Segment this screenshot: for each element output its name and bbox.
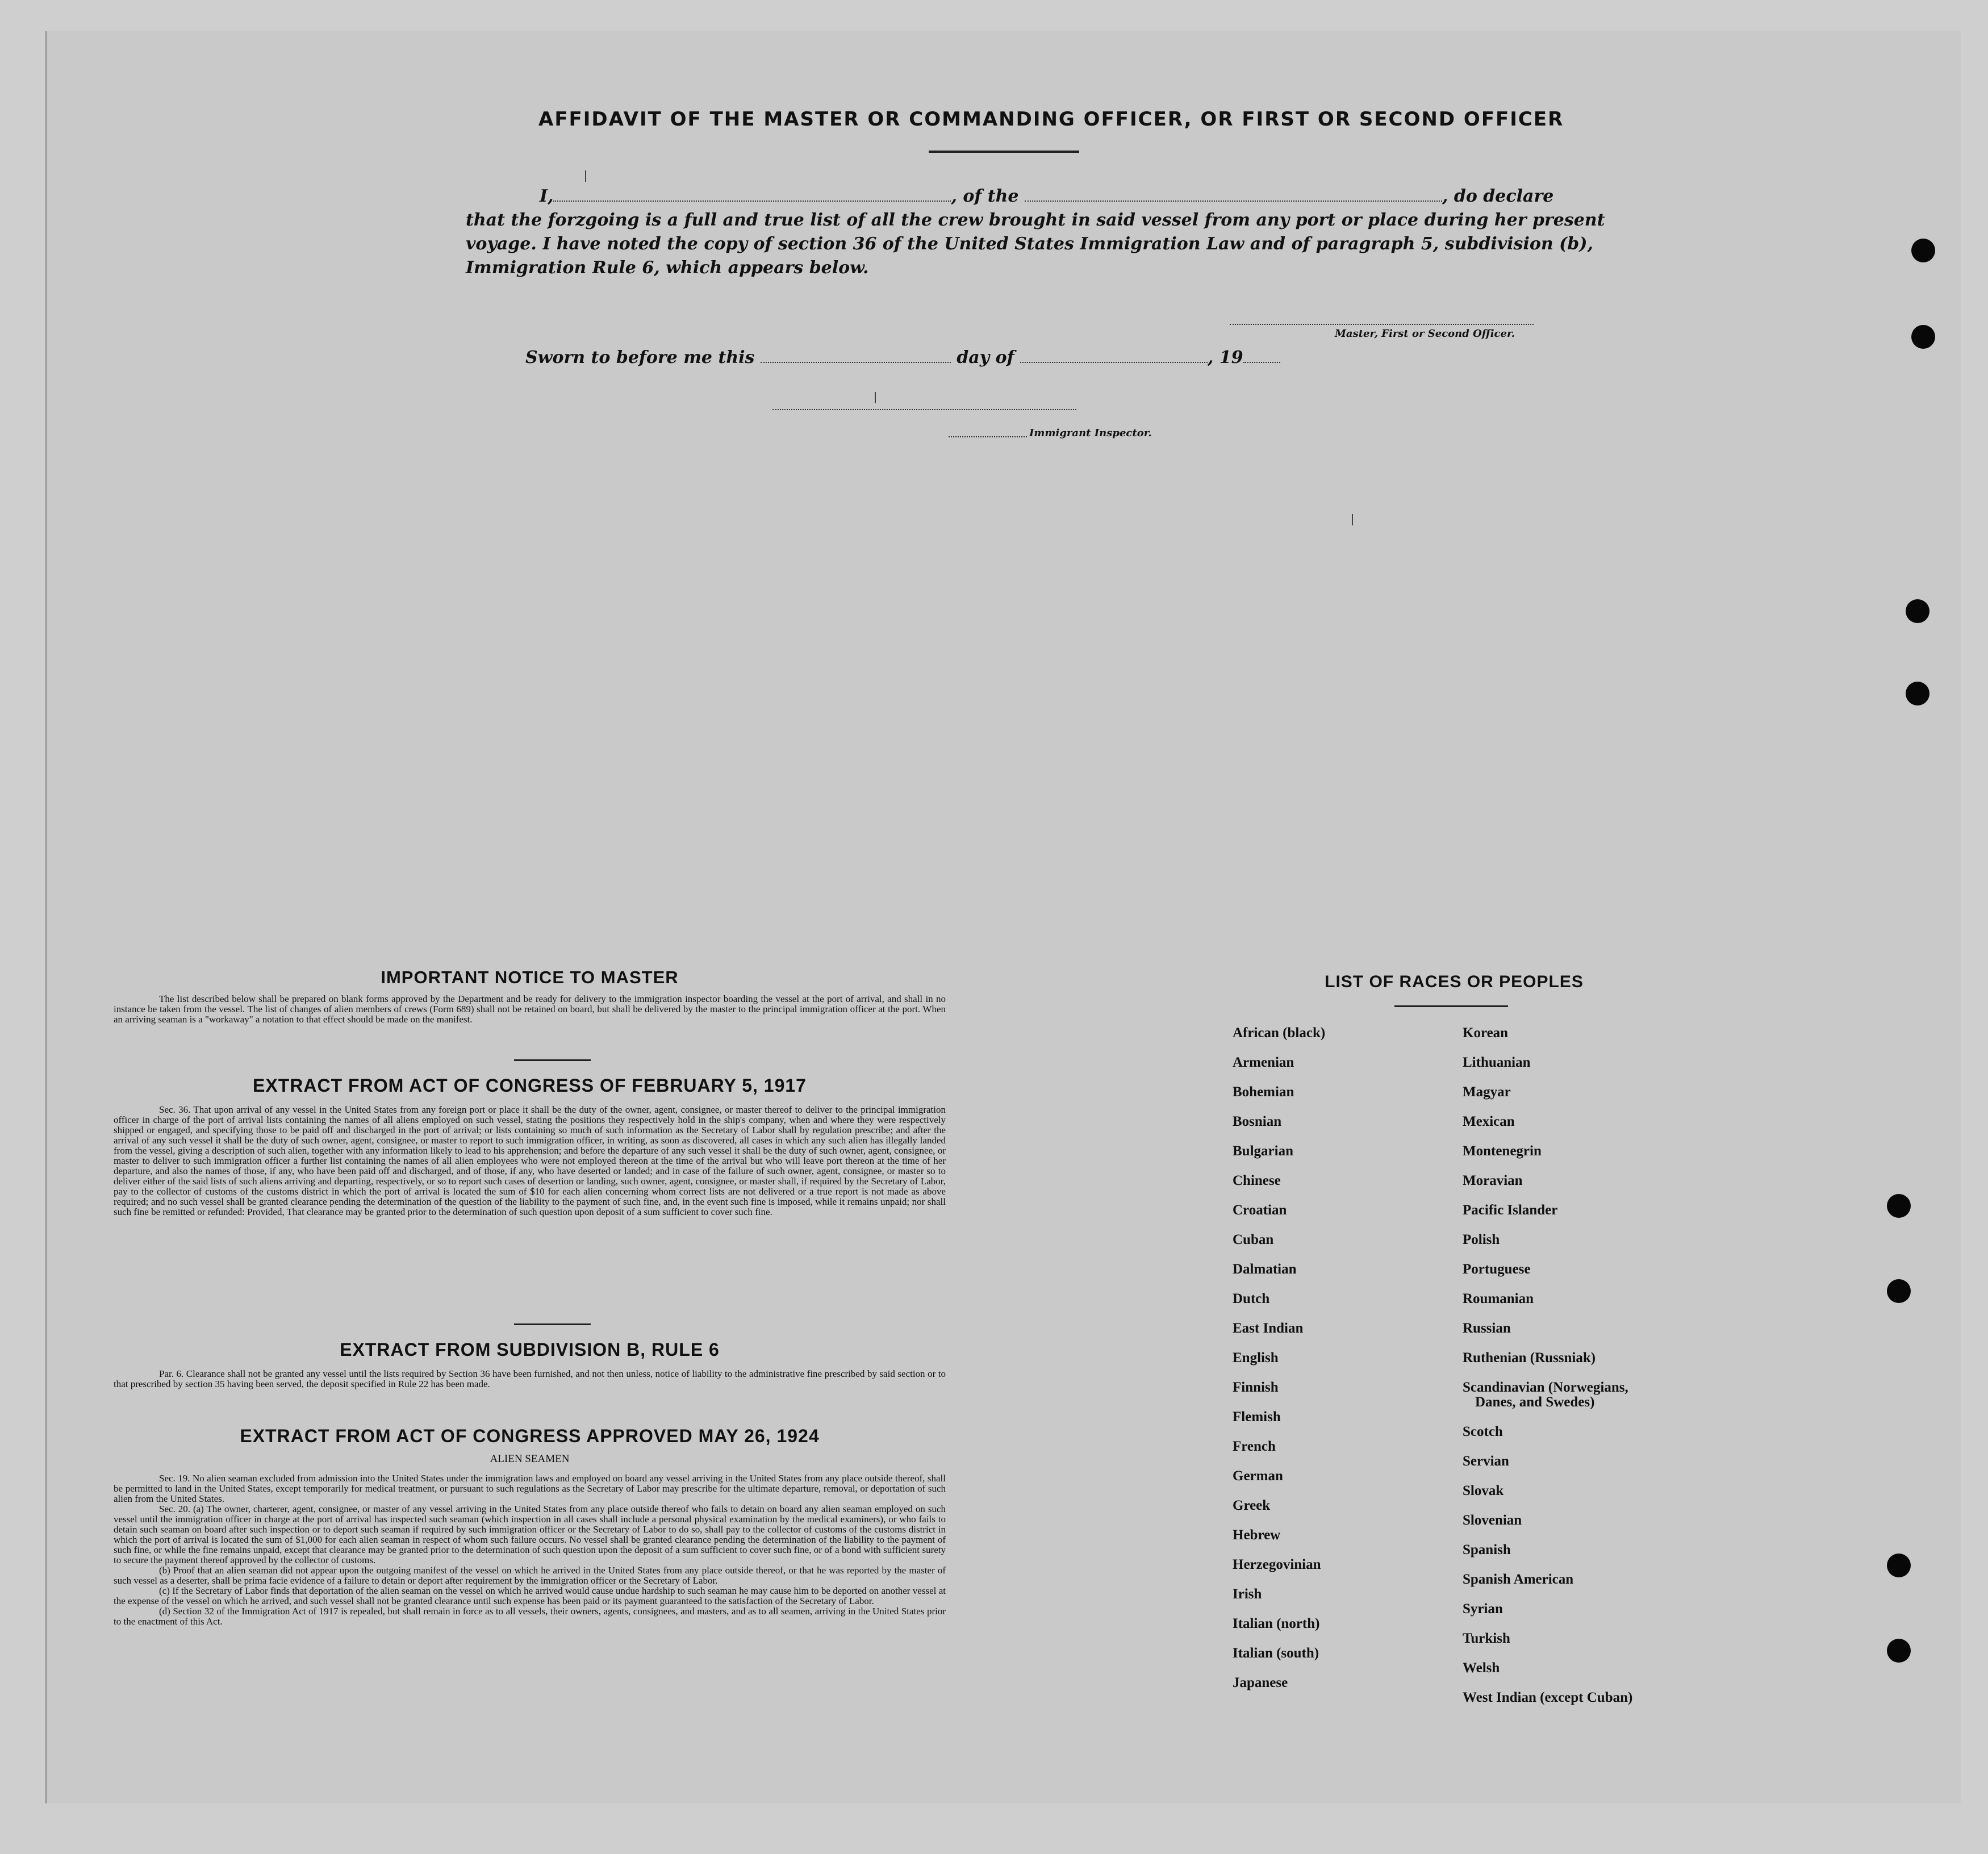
race-item: Danes, and Swedes) — [1475, 1394, 1595, 1410]
pen-mark — [1352, 514, 1353, 525]
race-item: Hebrew — [1233, 1527, 1281, 1543]
pen-mark — [585, 170, 586, 182]
races-right-column — [1463, 1025, 1632, 1719]
race-item: French — [1233, 1439, 1276, 1454]
inspector-signature-field[interactable] — [772, 409, 1076, 410]
declaration-line-4: Immigration Rule 6, which appears below. — [466, 258, 869, 278]
extract-1917-text: Sec. 36. That upon arrival of any vessel in the United States from any foreign port or place it shall be the duty of the owner, agent, consignee, or master thereof to deliver to the principal immigration officer in charge of the port of arrival lists containing the names of all aliens employed on such vessel, stating the positions they respectively hold in the ship's company, when and where they were respectively shipped or engaged, and specifying those to be paid off and discharged in the port of arrival; or lists containing so much of such information as the Secretary of Labor shall by regulation prescribe; and after the arrival of any such vessel it shall be the duty of such owner, agent, consignee, or master to report to such immigration officer, in writing, as soon as discovered, all cases in which any such alien has illegally landed from the vessel, giving a description of such alien, together with any information likely to lead to his apprehension; and before the departure of any such vessel it shall be the duty of such owner, agent, consignee, or master to deliver to such immigration officer a further list containing the names of all alien employees who were not employed thereon at the time of the arrival but who will leave port thereon at the time of her departure, and also the names of those, if any, who have been paid off and discharged, and of those, if any, who have deserted or landed; and in case of the failure of such owner, agent, consignee, or master so to deliver either of the said lists of such aliens arriving and departing, respectively, or so to report such cases of desertion or landing, such owner, agent, consignee, or master shall, if required by the Secretary of Labor, pay to the collector of customs of the customs district in which the port of arrival is located the sum of $10 for each alien concerning whom correct lists are not delivered or a true report is not made as above required; and no such vessel shall be granted clearance pending the determination of the question of the liability to the payment of such fine, and, in the event such fine is imposed, while it remains unpaid; nor shall such fine be remitted or refunded: Provided, That clearance may be granted prior to the determination of such question upon deposit of a sum sufficient to cover such fine. — [114, 1104, 946, 1217]
race-item: English — [1233, 1350, 1279, 1366]
race-item: Moravian — [1463, 1173, 1523, 1188]
race-item: Slovak — [1463, 1483, 1504, 1498]
extract-1924-sec20b: (b) Proof that an alien seaman did not appear upon the outgoing manifest of the vessel on which he arrived in the United States from any place outside thereof, or that he was reported by the master of such vessel as a deserter, shall be prima facie evidence of a failure to detain or deport after requirement by the immigration officer or the Secretary of Labor. — [114, 1565, 946, 1586]
race-item: Greek — [1233, 1498, 1271, 1513]
affidavit-title: AFFIDAVIT OF THE MASTER OR COMMANDING OFFICER, OR FIRST OR SECOND OFFICER — [538, 108, 1564, 131]
extract-1924-sec20c: (c) If the Secretary of Labor finds that deportation of the alien seaman on the vessel on which he arrived would cause undue hardship to such seaman he may cause him to be deported on another vessel at the expense of the vessel on which he arrived, and such vessel shall not be granted clearance until such expense has been paid or its payment guaranteed to the satisfaction of the Secretary of Labor. — [114, 1585, 946, 1606]
extract-1924-subtitle: ALIEN SEAMEN — [490, 1453, 570, 1465]
race-item: Portuguese — [1463, 1262, 1531, 1277]
race-item: Polish — [1463, 1232, 1500, 1247]
race-item: Magyar — [1463, 1084, 1511, 1100]
declaration-text — [466, 185, 1605, 280]
race-item: Syrian — [1463, 1601, 1503, 1617]
extract-1924-title: EXTRACT FROM ACT OF CONGRESS APPROVED MAY 26, 1924 — [240, 1426, 820, 1446]
punch-hole — [1887, 1554, 1911, 1577]
rule6-title: EXTRACT FROM SUBDIVISION B, RULE 6 — [340, 1339, 720, 1360]
extract-1924-sec20a: Sec. 20. (a) The owner, charterer, agent, consignee, or master of any vessel arriving in the United States from any place outside thereof who fails to detain on board any alien seaman employed on such vessel until the immigration officer in charge at the port of arrival has inspected such seaman (which inspection in all cases shall include a personal physical examination by the medical examiners), or who fails to detain such seaman on board after such inspection or to deport such seaman if required by such immigration officer or the Secretary of Labor to do so, shall pay to the collector of customs of the customs district in which the port of arrival is located the sum of $1,000 for each alien seaman in respect of whom such failure occurs. No vessel shall be granted clearance pending the determination of the liability to the payment of such fine, or while the fine remains unpaid, except that clearance may be granted prior to the determination of such question upon the deposit of a sum sufficient to cover such fine, or of a bond with sufficient surety to secure the payment thereof approved by the collector of customs. — [114, 1504, 946, 1565]
pen-mark — [875, 392, 876, 403]
race-item: Lithuanian — [1463, 1055, 1531, 1070]
sworn-year-field[interactable] — [1243, 362, 1280, 363]
punch-hole — [1887, 1279, 1911, 1303]
sworn-month-field[interactable] — [1020, 362, 1208, 363]
race-item: Pacific Islander — [1463, 1202, 1558, 1218]
race-item: Spanish American — [1463, 1572, 1574, 1587]
race-item: Servian — [1463, 1454, 1509, 1469]
race-item: Italian (south) — [1233, 1646, 1319, 1661]
race-item: Scandinavian (Norwegians, — [1463, 1380, 1628, 1395]
inspector-label: Immigrant Inspector. — [1029, 427, 1152, 439]
race-item: Dalmatian — [1233, 1262, 1297, 1277]
race-item: Ruthenian (Russniak) — [1463, 1350, 1596, 1366]
extract-1917-title: EXTRACT FROM ACT OF CONGRESS OF FEBRUARY 5, 1917 — [253, 1075, 807, 1096]
declaration-i: I, — [540, 186, 554, 206]
races-left-column — [1233, 1025, 1325, 1705]
race-item: West Indian (except Cuban) — [1463, 1690, 1633, 1705]
race-item: Roumanian — [1463, 1291, 1534, 1306]
extract-1924-body — [114, 1473, 946, 1627]
punch-hole — [1906, 682, 1929, 705]
race-item: Spanish — [1463, 1542, 1511, 1557]
races-title: LIST OF RACES OR PEOPLES — [1325, 972, 1584, 991]
race-item: Bosnian — [1233, 1114, 1282, 1129]
vessel-name-field[interactable] — [1025, 201, 1442, 202]
sworn-prefix: Sworn to before me this — [525, 348, 755, 368]
extract-1924-sec19: Sec. 19. No alien seaman excluded from admission into the United States under the immigration laws and employed on board any vessel arriving in the United States from any place outside thereof, shall be permitted to land in the United States, except temporarily for medical treatment, or pursuant to such regulations as the Secretary of Labor may prescribe for the ultimate departure, removal, or deportation of such alien from the United States. — [114, 1473, 946, 1504]
race-item: Armenian — [1233, 1055, 1294, 1070]
inspector-dots — [949, 436, 1027, 437]
race-item: Russian — [1463, 1321, 1511, 1336]
race-item: Chinese — [1233, 1173, 1281, 1188]
rule6-text: Par. 6. Clearance shall not be granted any vessel until the lists required by Section 36 have been furnished, and not then unless, notice of liability to the administrative fine prescribed by said section or to that prescribed by section 35 having been served, the deposit specified in Rule 22 has been made. — [114, 1368, 946, 1389]
sworn-year-label: , 19 — [1208, 348, 1243, 368]
master-signature-field[interactable] — [1230, 324, 1534, 325]
race-item: Cuban — [1233, 1232, 1274, 1247]
sworn-day-label: day of — [957, 348, 1014, 368]
notice-title: IMPORTANT NOTICE TO MASTER — [381, 967, 679, 987]
punch-hole — [1906, 599, 1929, 623]
master-signature-label: Master, First or Second Officer. — [1335, 328, 1515, 340]
sworn-date-field[interactable] — [761, 362, 951, 363]
race-item: Irish — [1233, 1586, 1262, 1602]
race-item: Slovenian — [1463, 1513, 1522, 1528]
punch-hole — [1911, 325, 1935, 349]
race-item: Welsh — [1463, 1660, 1500, 1676]
race-item: Croatian — [1233, 1202, 1287, 1218]
race-item: Herzegovinian — [1233, 1557, 1321, 1572]
declaration-line-2: that the forzgoing is a full and true list of all the crew brought in said vessel from any port or place during her present — [466, 210, 1605, 230]
race-item: East Indian — [1233, 1321, 1304, 1336]
extract-1917-rule — [514, 1323, 591, 1325]
title-rule — [929, 151, 1079, 153]
punch-hole — [1887, 1639, 1911, 1663]
declaration-declare: , do declare — [1442, 186, 1554, 206]
race-item: Italian (north) — [1233, 1616, 1320, 1631]
race-item: Montenegrin — [1463, 1143, 1542, 1159]
races-rule — [1394, 1005, 1508, 1007]
punch-hole — [1887, 1194, 1911, 1218]
declaration-of: , of the — [951, 186, 1019, 206]
declaration-line-3: voyage. I have noted the copy of section 36 of the United States Immigration Law and of paragraph 5, subdivision (b), — [466, 234, 1593, 254]
race-item: African (black) — [1233, 1025, 1326, 1041]
race-item: Mexican — [1463, 1114, 1515, 1129]
race-item: Flemish — [1233, 1409, 1281, 1425]
race-item: Dutch — [1233, 1291, 1270, 1306]
race-item: Bohemian — [1233, 1084, 1294, 1100]
race-item: Korean — [1463, 1025, 1509, 1041]
race-item: Scotch — [1463, 1424, 1503, 1439]
race-item: Japanese — [1233, 1675, 1288, 1690]
punch-hole — [1911, 239, 1935, 262]
sworn-line — [525, 348, 1280, 368]
notice-rule — [514, 1059, 591, 1061]
race-item: Finnish — [1233, 1380, 1279, 1395]
race-item: German — [1233, 1468, 1283, 1484]
extract-1924-sec20d: (d) Section 32 of the Immigration Act of 1917 is repealed, but shall remain in force as to all vessels, their owners, agents, consignees, and masters, and as to all seamen, arriving in the United States prior to the enactment of this Act. — [114, 1606, 946, 1627]
race-item: Bulgarian — [1233, 1143, 1293, 1159]
notice-text: The list described below shall be prepared on blank forms approved by the Department and be ready for delivery to the immigration inspector boarding the vessel at the port of arrival, and shall in no instance be taken from the vessel. The list of changes of alien members of crews (Form 689) shall not be retained on board, but shall be delivered by the master to the principal immigration officer at the port. When an arriving seaman is a "workaway" a notation to that effect should be made on the manifest. — [114, 993, 946, 1025]
race-item: Turkish — [1463, 1631, 1510, 1646]
declarant-name-field[interactable] — [553, 201, 951, 202]
